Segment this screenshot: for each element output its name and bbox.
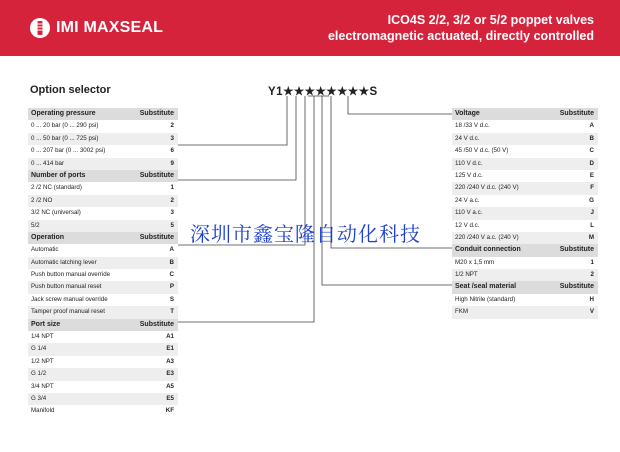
option-label: 2 /2 NC (standard) — [31, 184, 82, 192]
product-title-line2: electromagnetic actuated, directly controlled — [327, 29, 594, 43]
connector-port-size — [178, 96, 314, 322]
option-label: Jack screw manual override — [31, 295, 108, 303]
option-code: M — [588, 233, 594, 241]
option-code: C — [169, 271, 174, 279]
substitute-heading: Substitute — [559, 110, 594, 117]
substitute-heading: Substitute — [139, 233, 174, 241]
option-code: A — [169, 246, 174, 254]
option-code: 1 — [170, 184, 174, 192]
watermark-text: 深圳市鑫宝隆自动化科技 — [190, 222, 421, 246]
group-title: Number of ports — [31, 171, 86, 179]
option-label: Automatic latching lever — [31, 258, 97, 266]
order-code: Y1★★★★★★★★S — [268, 86, 378, 98]
option-label: 24 V a.c. — [455, 196, 480, 204]
option-label: 0 ... 50 bar (0 ... 725 psi) — [31, 134, 99, 142]
substitute-heading: Substitute — [559, 283, 594, 291]
group-title: Voltage — [455, 110, 480, 117]
option-label: FKM — [455, 308, 469, 316]
option-label: G 3/4 — [31, 394, 47, 402]
option-code: P — [169, 283, 174, 291]
option-code: E5 — [166, 394, 174, 402]
option-code: 3 — [170, 209, 174, 217]
option-label: Push button manual override — [31, 271, 111, 279]
option-code: F — [590, 184, 594, 192]
option-label: 220 /240 V a.c. (240 V) — [455, 233, 519, 241]
group-title: Conduit connection — [455, 246, 521, 254]
option-code: T — [170, 308, 174, 316]
option-code: D — [589, 159, 594, 167]
option-selector-title: Option selector — [30, 84, 111, 96]
option-label: 18 /33 V d.c. — [455, 122, 490, 130]
option-code: 5 — [170, 221, 174, 229]
option-label: 2 /2 NO — [31, 196, 53, 204]
substitute-heading: Substitute — [139, 320, 174, 328]
connector-operating-pressure — [178, 96, 287, 145]
option-code: G — [589, 196, 594, 204]
option-label: 0 ... 207 bar (0 ... 3002 psi) — [31, 147, 106, 155]
option-label: 12 V d.c. — [455, 221, 480, 229]
option-label: High Nitrile (standard) — [455, 295, 516, 303]
option-code: A — [589, 122, 594, 130]
option-label: 110 V a.c. — [455, 209, 483, 217]
option-code: 2 — [170, 196, 174, 204]
option-label: 1/4 NPT — [31, 333, 54, 341]
option-code: KF — [165, 407, 174, 415]
option-label: 220 /240 V d.c. (240 V) — [455, 184, 519, 192]
option-code: 1 — [590, 258, 594, 266]
connector-seat-seal — [322, 96, 452, 285]
option-label: 5/2 — [31, 221, 40, 229]
option-label: M20 x 1,5 mm — [455, 258, 495, 266]
option-code: B — [589, 134, 594, 142]
option-code: S — [169, 295, 174, 303]
option-code: J — [590, 209, 594, 217]
substitute-heading: Substitute — [139, 171, 174, 179]
option-label: 0 ... 20 bar (0 ... 290 psi) — [31, 122, 99, 130]
product-title-line1: ICO4S 2/2, 3/2 or 5/2 poppet valves — [387, 13, 594, 27]
group-title: Seat /seal material — [455, 283, 517, 291]
option-code: E1 — [166, 345, 174, 353]
connector-number-of-ports — [178, 96, 296, 180]
option-code: E3 — [166, 370, 174, 378]
substitute-heading: Substitute — [139, 110, 174, 117]
option-code: C — [589, 147, 594, 155]
option-label: 3/2 NC (universal) — [31, 209, 81, 217]
option-code: H — [589, 295, 594, 303]
option-label: 24 V d.c. — [455, 134, 480, 142]
option-code: 9 — [170, 159, 174, 167]
option-label: 45 /50 V d.c. (50 V) — [455, 147, 509, 155]
option-label: 125 V d.c. — [455, 171, 483, 179]
brand-name: IMI MAXSEAL — [56, 19, 164, 36]
option-label: Manifold — [31, 407, 55, 415]
group-title: Port size — [31, 320, 61, 328]
option-label: 110 V d.c. — [455, 159, 483, 167]
option-label: 1/2 NPT — [455, 271, 478, 279]
option-label: 3/4 NPT — [31, 382, 54, 390]
option-code: V — [589, 308, 594, 316]
option-label: G 1/4 — [31, 345, 47, 353]
option-label: G 1/2 — [31, 370, 47, 378]
group-title: Operating pressure — [31, 110, 96, 117]
option-label: Push button manual reset — [31, 283, 102, 291]
option-code: A3 — [166, 357, 174, 365]
option-label: Tamper proof manual reset — [31, 308, 105, 316]
option-code: 6 — [170, 147, 174, 155]
connector-voltage — [348, 96, 452, 114]
option-code: A5 — [166, 382, 174, 390]
option-code: B — [169, 258, 174, 266]
option-code: 3 — [170, 134, 174, 142]
option-label: 1/2 NPT — [31, 357, 54, 365]
option-code: 2 — [590, 271, 594, 279]
option-code: L — [590, 221, 594, 229]
option-code: E — [589, 171, 594, 179]
option-label: 0 ... 414 bar — [31, 159, 65, 167]
option-code: 2 — [170, 122, 174, 130]
option-label: Automatic — [31, 246, 59, 254]
group-title: Operation — [31, 233, 65, 241]
substitute-heading: Substitute — [559, 246, 594, 254]
option-code: A1 — [166, 333, 174, 341]
